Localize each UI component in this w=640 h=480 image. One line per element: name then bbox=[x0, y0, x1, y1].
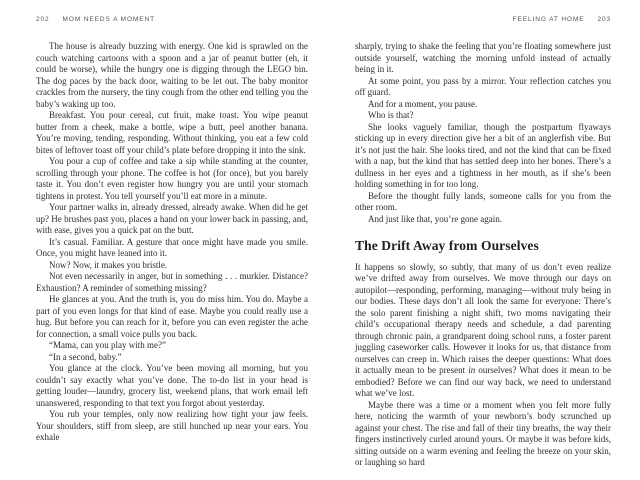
right-page-body bbox=[355, 41, 611, 469]
paragraph: You pour a cup of coffee and take a sip while standing at the counter, scrolling through your phone. The coffee is hot (for once), but you barely taste it. You don’t even register how hungry you are until your stomach tightens in protest. You tell yourself you’ll eat more in a minute. bbox=[36, 156, 308, 201]
right-body-top bbox=[355, 41, 611, 225]
paragraph: Who is that? bbox=[368, 110, 414, 120]
right-body-bottom bbox=[355, 262, 611, 469]
left-page-number: 202 bbox=[36, 16, 50, 23]
paragraph: And for a moment, you pause. bbox=[368, 98, 478, 109]
right-running-head bbox=[355, 16, 611, 23]
paragraph: At some point, you pass by a mirror. Your reflection catches you off guard. bbox=[355, 75, 611, 97]
paragraph: “Mama, can you play with me?” bbox=[49, 340, 166, 350]
right-running-title: FEELING AT HOME bbox=[512, 16, 585, 23]
paragraph: You glance at the clock. You’ve been moving all morning, but you couldn’t say exactly what you’ve done. The to-do list in your head is getting louder—laundry, grocery list, weekend plans, that work email left unanswered, responding to that text you forgot about yesterday. bbox=[36, 363, 308, 408]
paragraph: Your partner walks in, already dressed, already awake. When did he get up? He brushes past you, places a hand on your lower back in passing, and, with ease, gives you a quick pat on the butt. bbox=[36, 202, 308, 235]
paragraph: She looks vaguely familiar, though the postpartum flyaways sticking up in every direction give her a bit of an anglerfish vibe. But it’s not just the hair. She looks tired, and not the kind that can be fixed with a nap, but the kind that has settled deep into her bones. There’s a dullness in her eyes and a tightness in her mouth, as if she’s been holding something in for too long. bbox=[355, 121, 611, 189]
paragraph: “In a second, baby.” bbox=[49, 351, 122, 362]
paragraph: And just like that, you’re gone again. bbox=[368, 213, 502, 224]
left-running-title: MOM NEEDS A MOMENT bbox=[62, 16, 155, 23]
paragraph: You rub your temples, only now realizing how tight your jaw feels. Your shoulders, stiff from sleep, are still hunched up near your ears. You exhale bbox=[36, 409, 308, 442]
section-heading: The Drift Away from Ourselves bbox=[355, 238, 539, 253]
paragraph: It’s casual. Familiar. A gesture that once might have made you smile. Once, you might have leaned into it. bbox=[36, 236, 308, 258]
left-page-body bbox=[36, 41, 308, 444]
paragraph: Now? Now, it makes you bristle. bbox=[49, 259, 168, 270]
paragraph: sharply, trying to shake the feeling that you’re floating somewhere just outside yourself, watching the morning unfold instead of actually being in it. bbox=[355, 41, 611, 74]
paragraph: Not even necessarily in anger, but in something . . . murkier. Distance? Exhaustion? A reminder of something missing? bbox=[36, 271, 308, 293]
right-page bbox=[355, 0, 611, 480]
paragraph: It happens so slowly, so subtly, that many of us don’t even realize we’ve drifted away from ourselves. We move through our days on autopilot—responding, performing, managing—without truly being in our bodies. These days don’t all look the same for everyone: There’s the solo parent finishing a night shift, two moms navigating their child’s occupational therapy needs and schedule, a dad parenting through chronic pain, a grandparent doing school runs, a foster parent juggling caseworker calls. However it looks for us, that distance from ourselves can creep in. Which raises the deeper questions: What does it actually mean to be present in ourselves? What does it mean to be embodied? Before we can find our way back, we need to understand what we’ve lost. bbox=[355, 261, 612, 398]
paragraph: Maybe there was a time or a moment when you felt more fully here, noticing the warmth of your newborn’s body scrunched up against your chest. The rise and fall of their tiny breaths, the way their fingers instinctively curled around yours. Or maybe it was before kids, sitting outside on a warm evening and feeling the breeze on your skin, or laughing so hard bbox=[355, 399, 611, 467]
paragraph: He glances at you. And the truth is, you do miss him. You do. Maybe a part of you even longs for that kind of ease. Maybe you could really use a hug. But before you can reach for it, before you can even register the ache for connection, a small voice pulls you back. bbox=[36, 294, 308, 339]
paragraph: The house is already buzzing with energy. One kid is sprawled on the couch watching cartoons with a spoon and a jar of peanut butter (eh, it could be worse), while the hungry one is digging through the LEGO bin. The dog paces by the back door, waiting to be let out. The baby monitor crackles from the nursery, the tiny cough from the other end telling you the baby’s waking up too. bbox=[36, 41, 308, 109]
left-running-head bbox=[36, 16, 308, 23]
paragraph: Before the thought fully lands, someone calls for you from the other room. bbox=[355, 190, 611, 212]
left-page bbox=[36, 0, 308, 480]
paragraph: Breakfast. You pour cereal, cut fruit, make toast. You wipe peanut butter from a cheek, make a bottle, wipe a butt, peel another banana. You’re moving, tending, responding. Without thinking, you eat a few cold bites of leftover toast off your child’s plate before dropping it into the sink. bbox=[36, 110, 308, 155]
right-page-number: 203 bbox=[597, 16, 611, 23]
